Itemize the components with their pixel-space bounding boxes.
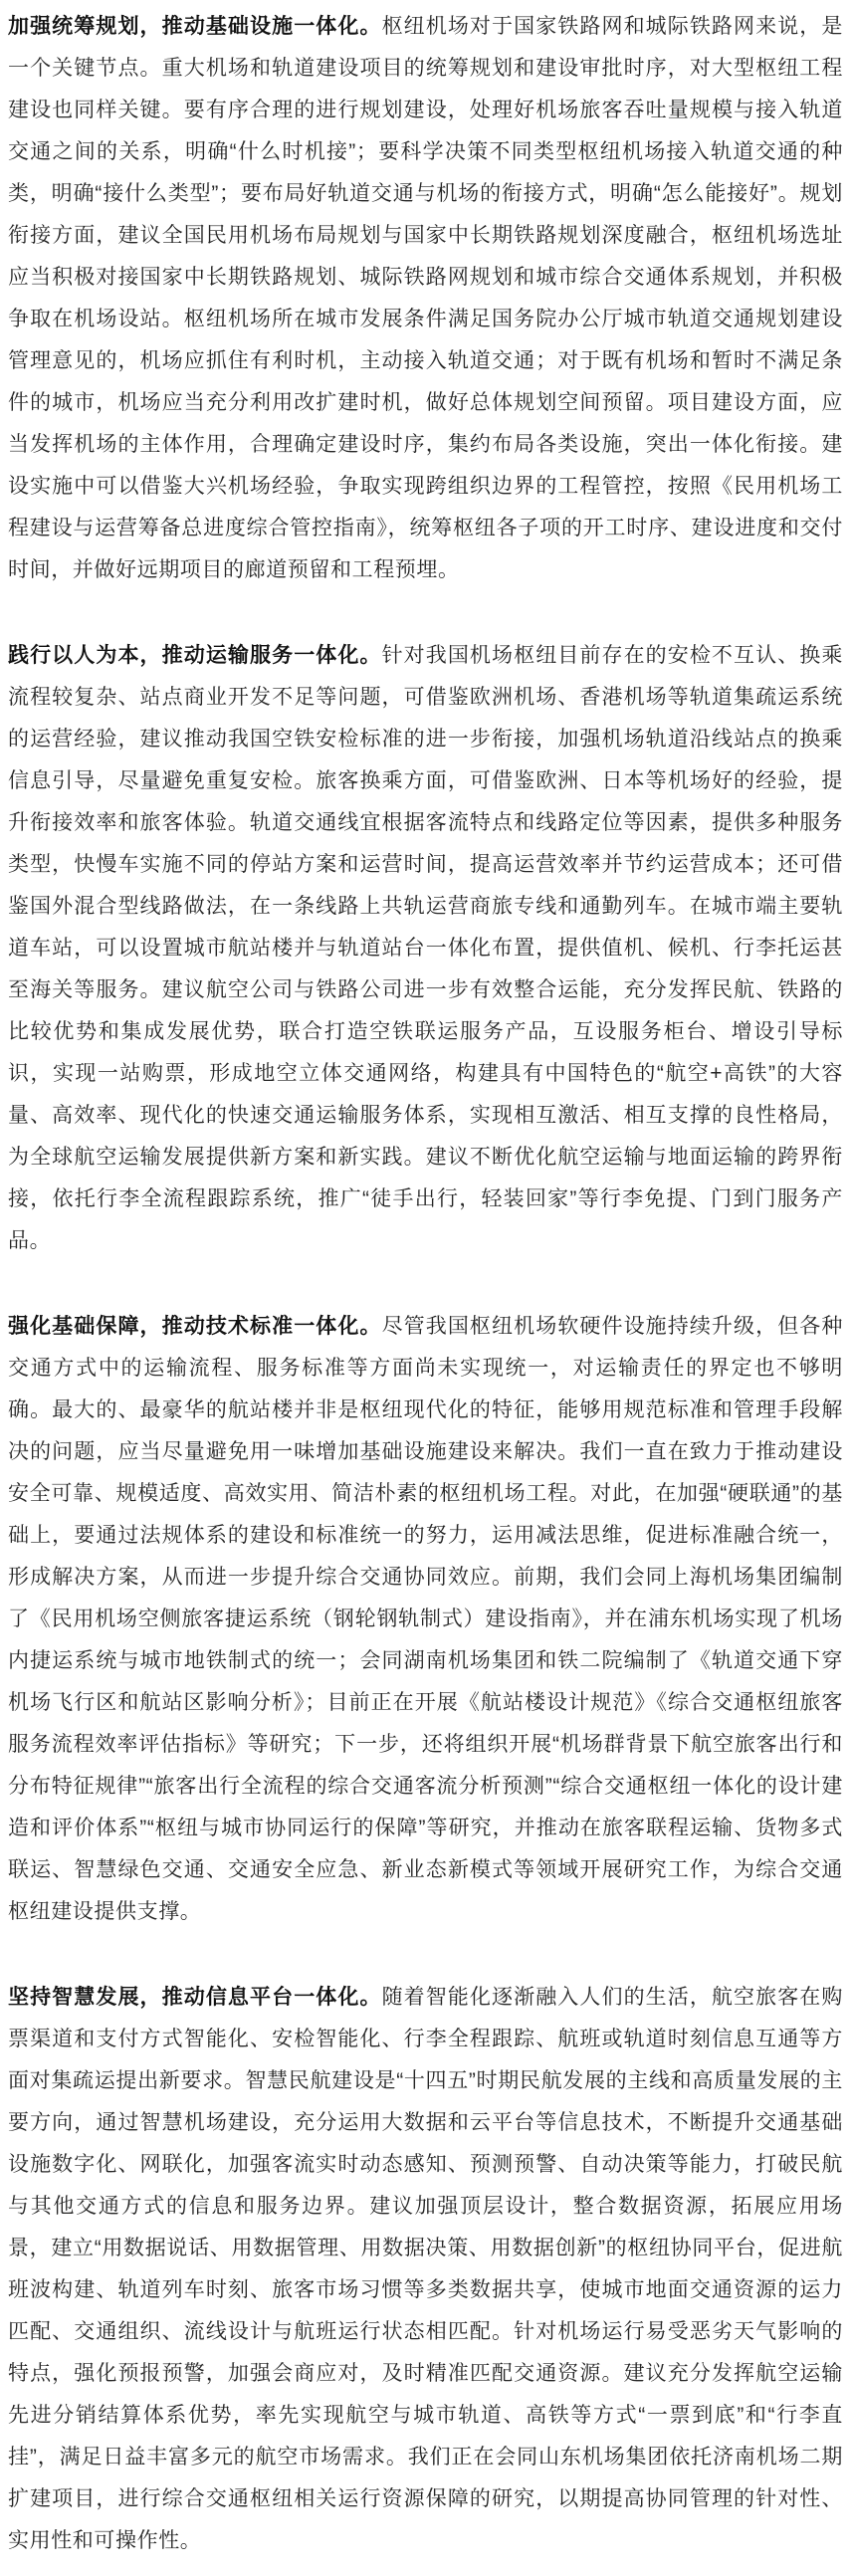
paragraph-body-smart-platform: 随着智能化逐渐融入人们的生活，航空旅客在购票渠道和支付方式智能化、安检智能化、行李全程跟踪、航班或轨道时刻信息互通等方面对集疏运提出新要求。智慧民航建设是“十四五”时期民航发展的主线和高质量发展的主要方向，通过智慧机场建设，充分运用大数据和云平台等信息技术，不断提升交通基础设施数字化、网联化，加强客流实时动态感知、预测预警、自动决策等能力，打破民航与其他交通方式的信息和服务边界。建议加强顶层设计，整合数据资源，拓展应用场景，建立“用数据说话、用数据管理、用数据决策、用数据创新”的枢纽协同平台，促进航班波构建、轨道列车时刻、旅客市场习惯等多类数据共享，使城市地面交通资源的运力匹配、交通组织、流线设计与航班运行状态相匹配。针对机场运行易受恶劣天气影响的特点，强化预报预警，加强会商应对，及时精准匹配交通资源。建议充分发挥航空运输先进分销结算体系优势，率先实现航空与城市轨道、高铁等方式“一票到底”和“行李直挂”，满足日益丰富多元的航空市场需求。我们正在会同山东机场集团依托济南机场二期扩建项目，进行综合交通枢纽相关运行资源保障的研究，以期提高协同管理的针对性、实用性和可操作性。	[8, 1986, 843, 2552]
paragraph-standards	[8, 1306, 843, 1933]
paragraph-heading-smart-platform: 坚持智慧发展，推动信息平台一体化。	[8, 1986, 382, 2009]
paragraph-heading-service: 践行以人为本，推动运输服务一体化。	[8, 644, 382, 667]
paragraph-planning	[8, 6, 843, 591]
paragraph-body-service: 针对我国机场枢纽目前存在的安检不互认、换乘流程较复杂、站点商业开发不足等问题，可借鉴欧洲机场、香港机场等轨道集疏运系统的运营经验，建议推动我国空铁安检标准的进一步衔接，加强机场轨道沿线站点的换乘信息引导，尽量避免重复安检。旅客换乘方面，可借鉴欧洲、日本等机场好的经验，提升衔接效率和旅客体验。轨道交通线宜根据客流特点和线路定位等因素，提供多种服务类型，快慢车实施不同的停站方案和运营时间，提高运营效率并节约运营成本；还可借鉴国外混合型线路做法，在一条线路上共轨运营商旅专线和通勤列车。在城市端主要轨道车站，可以设置城市航站楼并与轨道站台一体化布置，提供值机、候机、行李托运甚至海关等服务。建议航空公司与铁路公司进一步有效整合运能，充分发挥民航、铁路的比较优势和集成发展优势，联合打造空铁联运服务产品，互设服务柜台、增设引导标识，实现一站购票，形成地空立体交通网络，构建具有中国特色的“航空+高铁”的大容量、高效率、现代化的快速交通运输服务体系，实现相互激活、相互支撑的良性格局，为全球航空运输发展提供新方案和新实践。建议不断优化航空运输与地面运输的跨界衔接，依托行李全流程跟踪系统，推广“徒手出行，轻装回家”等行李免提、门到门服务产品。	[8, 644, 843, 1252]
paragraph-service	[8, 635, 843, 1262]
paragraph-heading-standards: 强化基础保障，推动技术标准一体化。	[8, 1315, 382, 1338]
paragraph-body-standards: 尽管我国枢纽机场软硬件设施持续升级，但各种交通方式中的运输流程、服务标准等方面尚未实现统一，对运输责任的界定也不够明确。最大的、最豪华的航站楼并非是枢纽现代化的特征，能够用规范标准和管理手段解决的问题，应当尽量避免用一味增加基础设施建设来解决。我们一直在致力于推动建设安全可靠、规模适度、高效实用、简洁朴素的枢纽机场工程。对此，在加强“硬联通”的基础上，要通过法规体系的建设和标准统一的努力，运用减法思维，促进标准融合统一，形成解决方案，从而进一步提升综合交通协同效应。前期，我们会同上海机场集团编制了《民用机场空侧旅客捷运系统（钢轮钢轨制式）建设指南》，并在浦东机场实现了机场内捷运系统与城市地铁制式的统一；会同湖南机场集团和铁二院编制了《轨道交通下穿机场飞行区和航站区影响分析》；目前正在开展《航站楼设计规范》《综合交通枢纽旅客服务流程效率评估指标》等研究；下一步，还将组织开展“机场群背景下航空旅客出行和分布特征规律”“旅客出行全流程的综合交通客流分析预测”“综合交通枢纽一体化的设计建造和评价体系”“枢纽与城市协同运行的保障”等研究，并推动在旅客联程运输、货物多式联运、智慧绿色交通、交通安全应急、新业态新模式等领域开展研究工作，为综合交通枢纽建设提供支撑。	[8, 1315, 843, 1923]
paragraph-heading-planning: 加强统筹规划，推动基础设施一体化。	[8, 15, 382, 38]
paragraph-body-planning: 枢纽机场对于国家铁路网和城际铁路网来说，是一个关键节点。重大机场和轨道建设项目的统筹规划和建设审批时序，对大型枢纽工程建设也同样关键。要有序合理的进行规划建设，处理好机场旅客吞吐量规模与接入轨道交通之间的关系，明确“什么时机接”；要科学决策不同类型枢纽机场接入轨道交通的种类，明确“接什么类型”；要布局好轨道交通与机场的衔接方式，明确“怎么能接好”。规划衔接方面，建议全国民用机场布局规划与国家中长期铁路规划深度融合，枢纽机场选址应当积极对接国家中长期铁路规划、城际铁路网规划和城市综合交通体系规划，并积极争取在机场设站。枢纽机场所在城市发展条件满足国务院办公厅城市轨道交通规划建设管理意见的，机场应抓住有利时机，主动接入轨道交通；对于既有机场和暂时不满足条件的城市，机场应当充分利用改扩建时机，做好总体规划空间预留。项目建设方面，应当发挥机场的主体作用，合理确定建设时序，集约布局各类设施，突出一体化衔接。建设实施中可以借鉴大兴机场经验，争取实现跨组织边界的工程管控，按照《民用机场工程建设与运营筹备总进度综合管控指南》，统筹枢纽各子项的开工时序、建设进度和交付时间，并做好远期项目的廊道预留和工程预埋。	[8, 15, 843, 581]
paragraph-smart-platform	[8, 1977, 843, 2562]
